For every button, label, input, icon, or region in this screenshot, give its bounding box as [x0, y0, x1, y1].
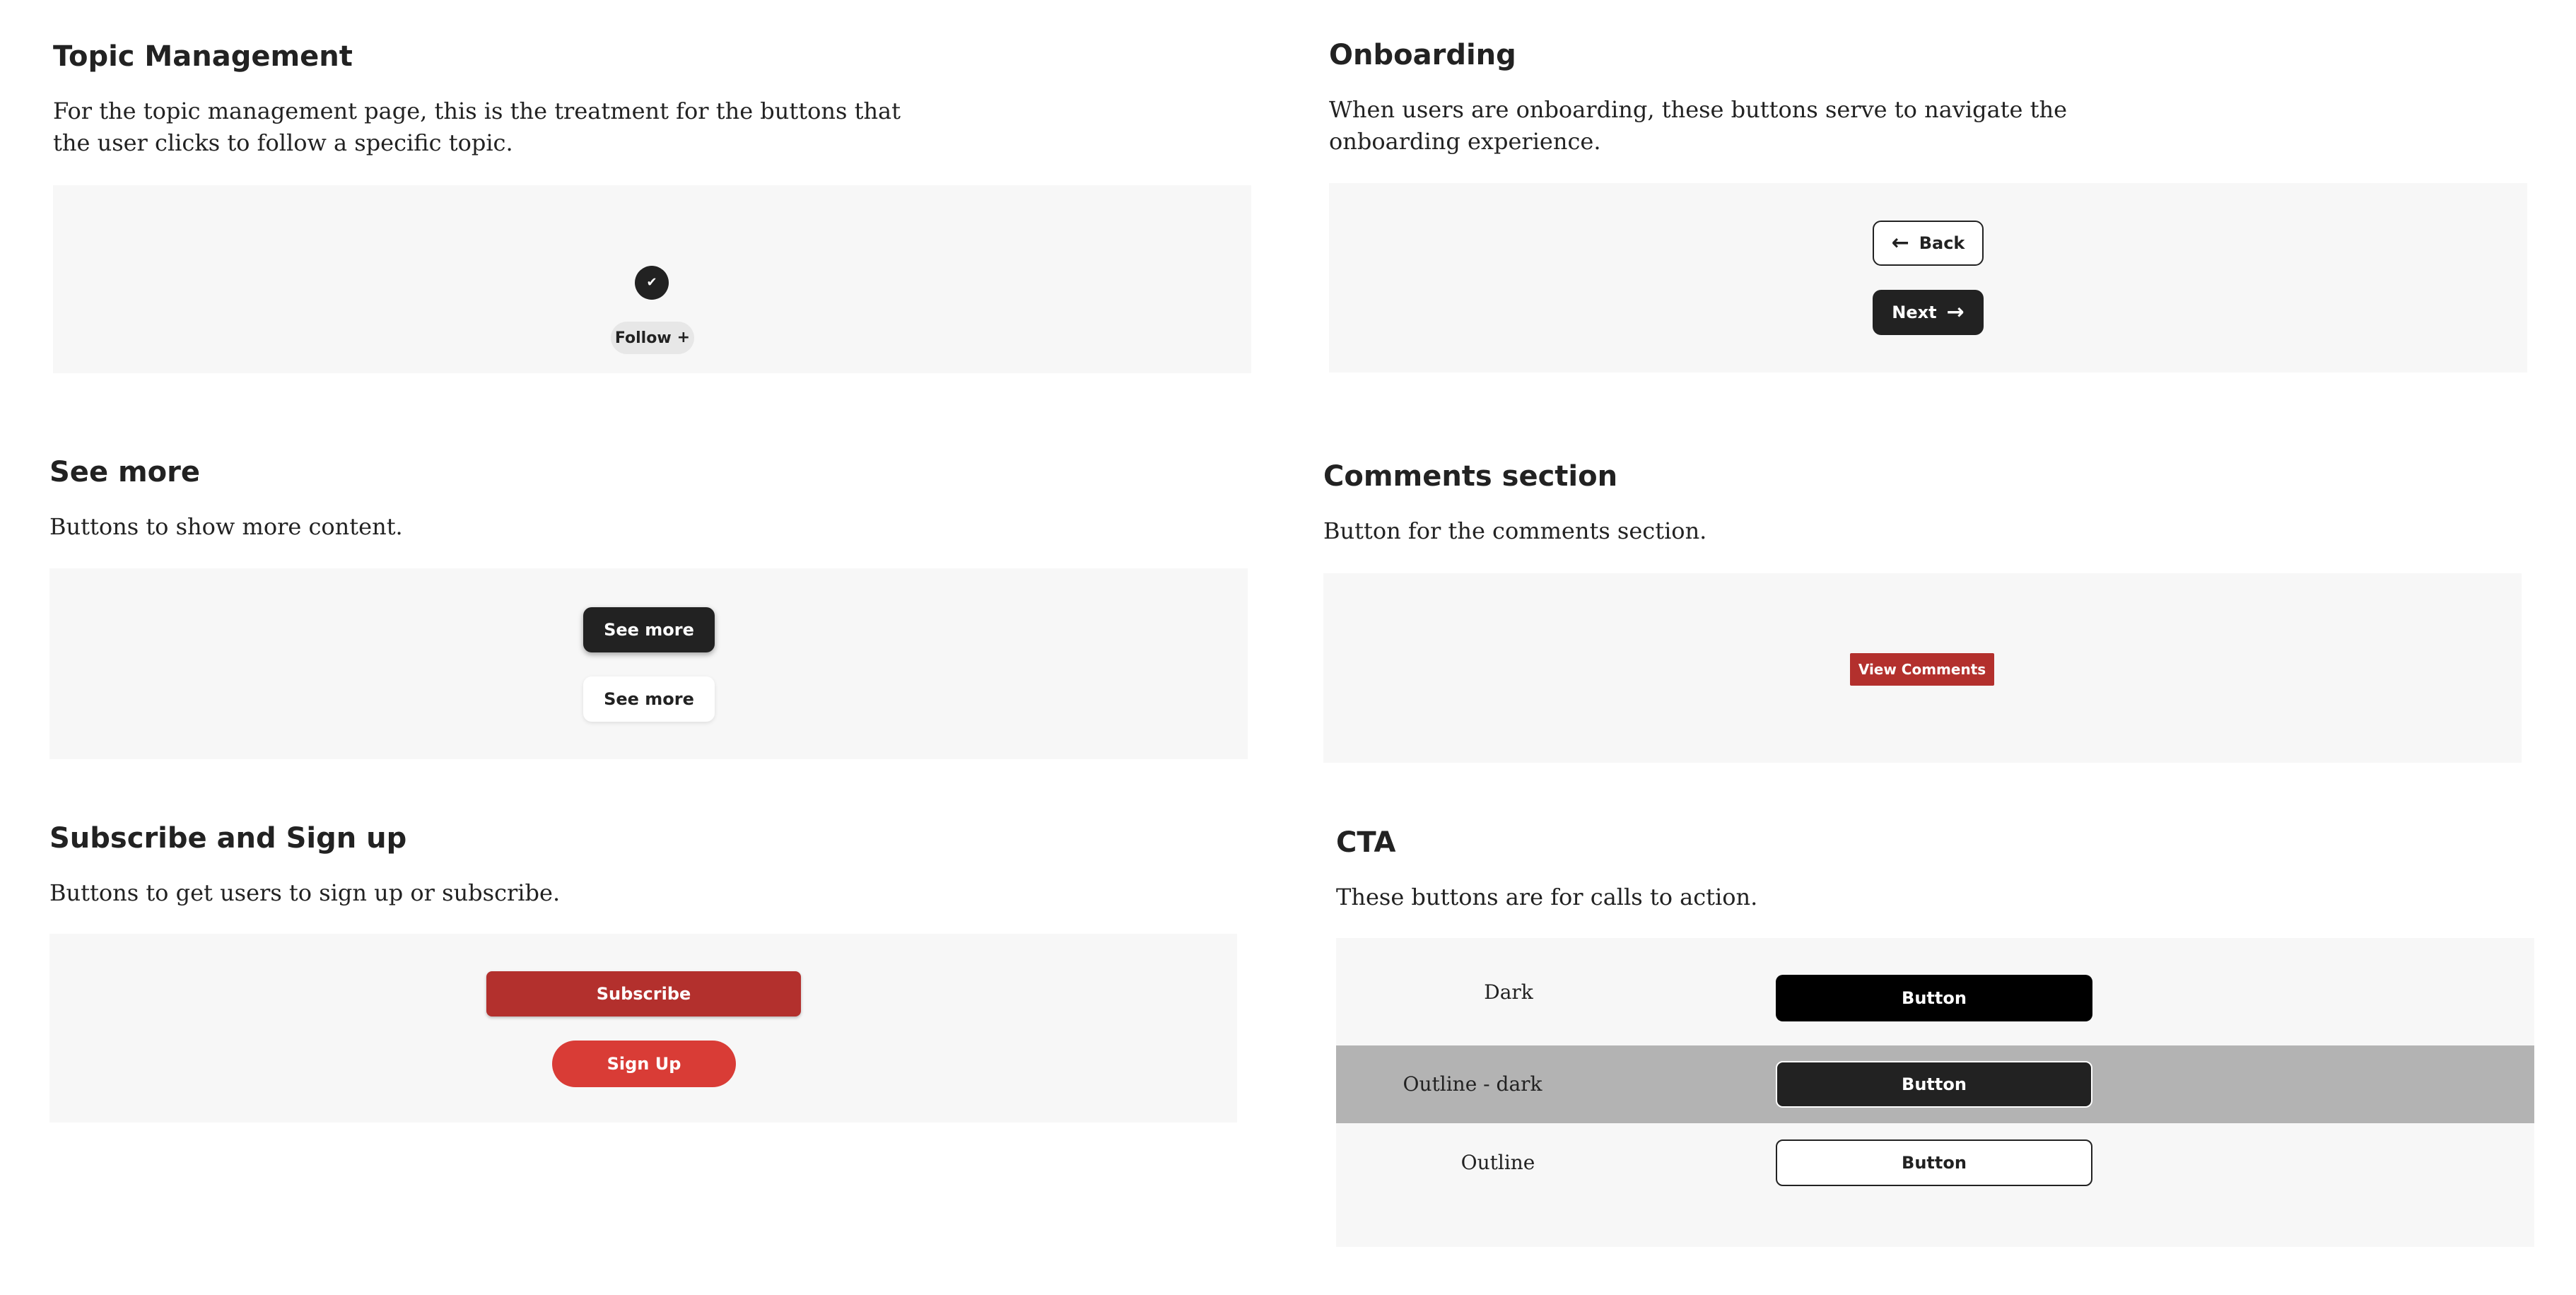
plus-icon: + [677, 329, 691, 346]
cta-row-outline [1336, 1123, 2534, 1247]
follow-label: Follow [614, 329, 672, 347]
subscribe-description: Buttons to get users to sign up or subscribe. [49, 879, 561, 906]
cta-title: CTA [1336, 826, 1396, 859]
onboarding-section [1329, 37, 2527, 376]
next-label: Next [1892, 303, 1937, 322]
sign-up-button[interactable]: Sign Up [552, 1041, 736, 1087]
topic-management-preview-panel [53, 185, 1251, 373]
check-icon: ✔ [646, 275, 657, 290]
cta-preview-panel [1336, 938, 2534, 1247]
cta-section [1336, 824, 2534, 1255]
subscribe-section [49, 820, 1237, 1124]
see-more-preview-panel [49, 568, 1248, 759]
view-comments-button[interactable]: View Comments [1850, 653, 1994, 686]
back-button[interactable] [1873, 221, 1984, 266]
subscribe-title: Subscribe and Sign up [49, 822, 407, 855]
comments-preview-panel [1323, 573, 2522, 763]
onboarding-description-line-2: onboarding experience. [1329, 128, 1601, 155]
subscribe-button[interactable]: Subscribe [486, 971, 801, 1016]
onboarding-preview-panel [1329, 183, 2527, 373]
next-button[interactable] [1873, 290, 1984, 335]
follow-topic-button[interactable] [611, 322, 694, 354]
cta-dark-button[interactable]: Button [1776, 975, 2092, 1021]
cta-row-label-outline: Outline [1460, 1151, 1535, 1174]
topic-management-description-line-1: For the topic management page, this is the treatment for the buttons that [53, 98, 901, 124]
topic-management-description [53, 95, 901, 159]
cta-row-dark [1336, 938, 2534, 1045]
cta-outline-button[interactable]: Button [1776, 1139, 2092, 1186]
onboarding-title: Onboarding [1329, 39, 1516, 71]
cta-row-label-outline-dark: Outline - dark [1403, 1072, 1542, 1096]
comments-section [1323, 458, 2522, 766]
back-label: Back [1919, 233, 1965, 253]
cta-row-label-dark: Dark [1484, 980, 1533, 1004]
see-more-title: See more [49, 456, 201, 488]
followed-check-button[interactable] [635, 266, 669, 300]
arrow-left-icon: ← [1891, 230, 1909, 255]
see-more-light-button[interactable]: See more [583, 676, 715, 722]
topic-management-section [53, 38, 1251, 377]
topic-management-description-line-2: the user clicks to follow a specific topic. [53, 129, 513, 156]
topic-management-title: Topic Management [53, 40, 353, 73]
cta-outline-dark-button[interactable]: Button [1776, 1061, 2092, 1108]
see-more-description: Buttons to show more content. [49, 513, 403, 540]
see-more-section [49, 454, 1248, 761]
onboarding-description-line-1: When users are onboarding, these buttons serve to navigate the [1329, 96, 2068, 123]
comments-description: Button for the comments section. [1323, 517, 1707, 544]
cta-description: These buttons are for calls to action. [1336, 884, 1758, 910]
cta-row-outline-dark [1336, 1045, 2534, 1123]
onboarding-description [1329, 94, 2067, 158]
see-more-dark-button[interactable]: See more [583, 607, 715, 652]
subscribe-preview-panel [49, 934, 1237, 1123]
arrow-right-icon: → [1946, 300, 1965, 324]
comments-title: Comments section [1323, 460, 1618, 493]
